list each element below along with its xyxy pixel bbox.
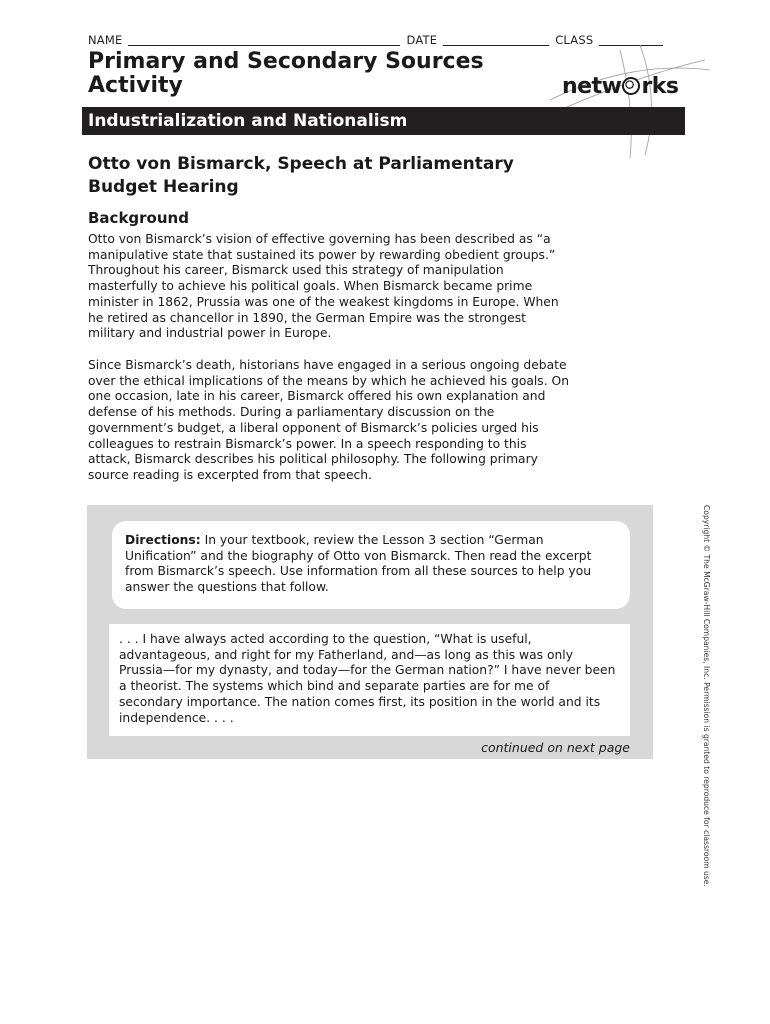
header-fields [88, 33, 680, 47]
directions-label: Directions: [125, 533, 201, 547]
globe-icon [622, 77, 640, 95]
class-field[interactable] [599, 34, 663, 46]
logo-text-end: rks [641, 74, 679, 99]
speech-excerpt: . . . I have always acted according to the question, “What is useful, advantageous, and right for my Fatherland, and—as long as this was only Prussia—for my dynasty, and today—for the German nation?” I have never been a theorist. The systems which bind and separate parties are for me of secondary importance. The nation comes first, its position in the world and its independence. . . . [109, 624, 630, 736]
directions-box [112, 521, 630, 609]
background-heading: Background [88, 209, 189, 227]
section-band: Industrialization and Nationalism [82, 107, 685, 135]
name-label: NAME [88, 33, 123, 47]
networks-logo [562, 74, 679, 99]
name-field[interactable] [128, 34, 400, 46]
document-title-line-1: Otto von Bismarck, Speech at Parliamentary [88, 154, 514, 174]
page-title [88, 50, 548, 98]
logo-arcs-decoration [520, 40, 720, 160]
date-label: DATE [406, 33, 438, 47]
logo-text-start: netw [562, 74, 622, 99]
page-title-line-2: Activity [88, 73, 183, 98]
continued-note: continued on next page [481, 740, 630, 755]
document-title [88, 153, 588, 199]
date-field[interactable] [443, 34, 549, 46]
background-paragraph-1: Otto von Bismarck’s vision of effective governing has been described as “a manipulative state that sustained its power by rewarding obedient groups.” Throughout his career, Bismarck used this strategy of manipulation masterfully to achieve his political goals. When Bismarck became prime minister in 1862, Prussia was one of the weakest kingdoms in Europe. When he retired as chancellor in 1890, the German Empire was the strongest military and industrial power in Europe. [88, 232, 559, 341]
directions-text: In your textbook, review the Lesson 3 section “German Unification” and the biography of Otto von Bismarck. Then read the excerpt from Bismarck’s speech. Use information from all these sources to help you answer the questions that follow. [125, 533, 592, 595]
class-label: CLASS [555, 33, 594, 47]
document-title-line-2: Budget Hearing [88, 177, 239, 197]
background-paragraph-2: Since Bismarck’s death, historians have engaged in a serious ongoing debate over the ethical implications of the means by which he achieved his goals. On one occasion, late in his career, Bismarck offered his own explanation and defense of his methods. During a parliamentary discussion on the government’s budget, a liberal opponent of Bismarck’s policies urged his colleagues to restrain Bismarck’s power. In a speech responding to this attack, Bismarck describes his political philosophy. The following primary source reading is excerpted from that speech. [88, 358, 570, 482]
copyright-notice: Copyright © The McGraw-Hill Companies, Inc. Permission is granted to reproduce for classroom use. [702, 505, 711, 887]
page-title-line-1: Primary and Secondary Sources [88, 49, 484, 74]
